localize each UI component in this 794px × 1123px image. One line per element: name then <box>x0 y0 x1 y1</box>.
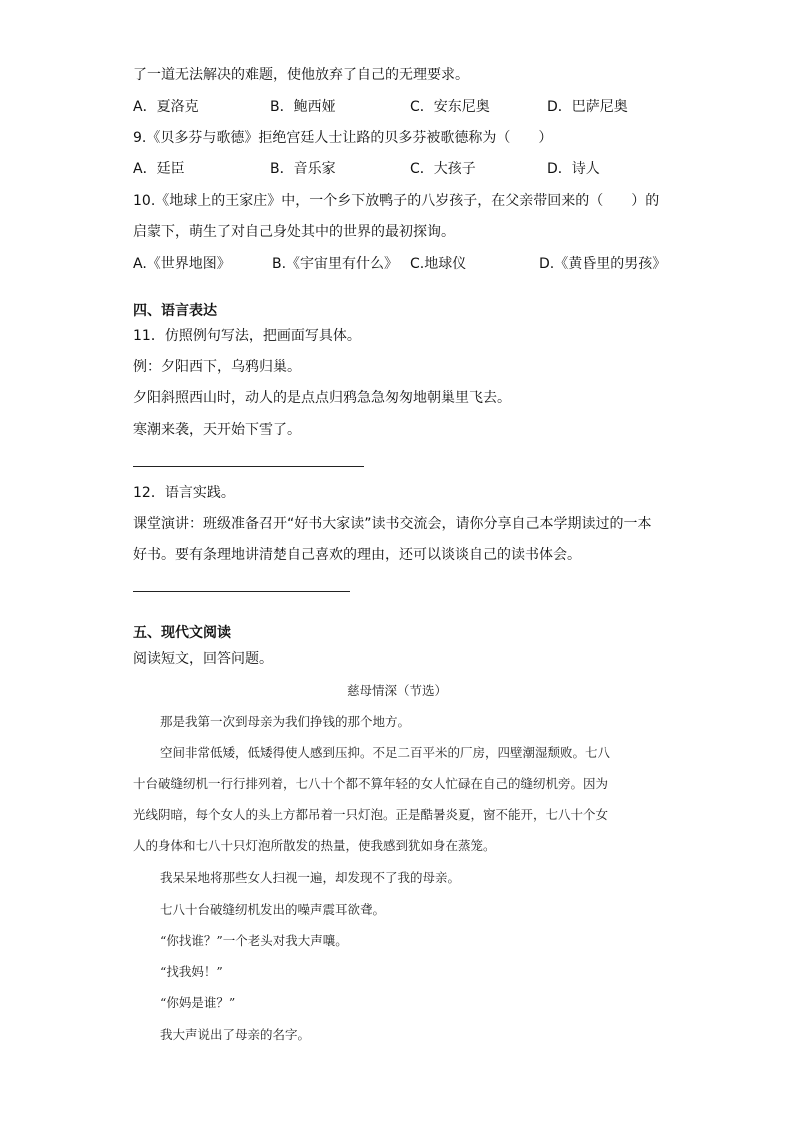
passage-line: 我大声说出了母亲的名字。 <box>160 1027 311 1042</box>
q11-stem: 11．仿照例句写法，把画面写具体。 <box>133 328 361 344</box>
q12-answer-line[interactable] <box>133 591 350 592</box>
q11-example-expanded: 夕阳斜照西山时，动人的是点点归鸦急急匆匆地朝巢里飞去。 <box>133 390 511 406</box>
q11-answer-line[interactable] <box>133 466 364 467</box>
passage-line: 人的身体和七八十只灯泡所散发的热量，使我感到犹如身在蒸笼。 <box>133 838 496 853</box>
q12-stem: 12．语言实践。 <box>133 485 235 501</box>
q9-option-a[interactable]: A．廷臣 <box>133 161 185 177</box>
q10-stem-line1: 10.《地球上的王家庄》中，一个乡下放鸭子的八岁孩子，在父亲带回来的（ ）的 <box>133 193 660 209</box>
passage-line: 我呆呆地将那些女人扫视一遍，却发现不了我的母亲。 <box>160 870 461 885</box>
q11-example: 例：夕阳西下，乌鸦归巢。 <box>133 359 301 375</box>
q10-option-b[interactable]: B.《宇宙里有什么》 <box>272 256 399 272</box>
q10-option-d[interactable]: D.《黄昏里的男孩》 <box>539 256 667 272</box>
q10-option-a[interactable]: A.《世界地图》 <box>133 256 231 272</box>
passage-line: 光线阴暗，每个女人的头上方都吊着一只灯泡。正是酷暑炎夏，窗不能开，七八十个女 <box>133 807 609 822</box>
passage-line: “你找谁？”一个老头对我大声嚷。 <box>160 933 348 948</box>
q8-option-a[interactable]: A．夏洛克 <box>133 99 199 115</box>
q10-stem-line2: 启蒙下，萌生了对自己身处其中的世界的最初探询。 <box>133 224 455 240</box>
q12-line2: 好书。要有条理地讲清楚自己喜欢的理由，还可以谈谈自己的读书体会。 <box>133 547 581 563</box>
passage-line: 空间非常低矮，低矮得使人感到压抑。不足二百平米的厂房，四壁潮湿颓败。七八 <box>160 745 611 760</box>
passage-line: 那是我第一次到母亲为我们挣钱的那个地方。 <box>160 714 411 729</box>
q8-option-c[interactable]: C．安东尼奥 <box>410 99 490 115</box>
passage-line: “找我妈！” <box>160 964 223 979</box>
section-heading-modern-reading: 五、现代文阅读 <box>133 625 231 641</box>
q8-option-b[interactable]: B．鲍西娅 <box>270 99 336 115</box>
passage-line: 七八十台破缝纫机发出的噪声震耳欲聋。 <box>160 902 386 917</box>
q11-prompt: 寒潮来袭，天开始下雪了。 <box>133 422 301 438</box>
passage-line: 十台破缝纫机一行行排列着，七八十个都不算年轻的女人忙碌在自己的缝纫机旁。因为 <box>133 776 609 791</box>
q9-option-d[interactable]: D．诗人 <box>547 161 600 177</box>
passage-title: 慈母情深（节选） <box>346 683 447 698</box>
reading-instruction: 阅读短文，回答问题。 <box>133 651 273 667</box>
q8-stem-tail: 了一道无法解决的难题，使他放弃了自己的无理要求。 <box>133 67 469 83</box>
q8-option-d[interactable]: D．巴萨尼奥 <box>547 99 628 115</box>
passage-line: “你妈是谁？” <box>160 995 236 1010</box>
section-heading-language-expression: 四、语言表达 <box>133 303 217 319</box>
q10-option-c[interactable]: C.地球仪 <box>410 256 467 272</box>
q9-option-c[interactable]: C．大孩子 <box>410 161 476 177</box>
q9-stem: 9.《贝多芬与歌德》拒绝宫廷人士让路的贝多芬被歌德称为（ ） <box>133 130 553 146</box>
q9-option-b[interactable]: B．音乐家 <box>270 161 336 177</box>
q12-line1: 课堂演讲：班级准备召开“好书大家读”读书交流会，请你分享自己本学期读过的一本 <box>133 516 652 532</box>
